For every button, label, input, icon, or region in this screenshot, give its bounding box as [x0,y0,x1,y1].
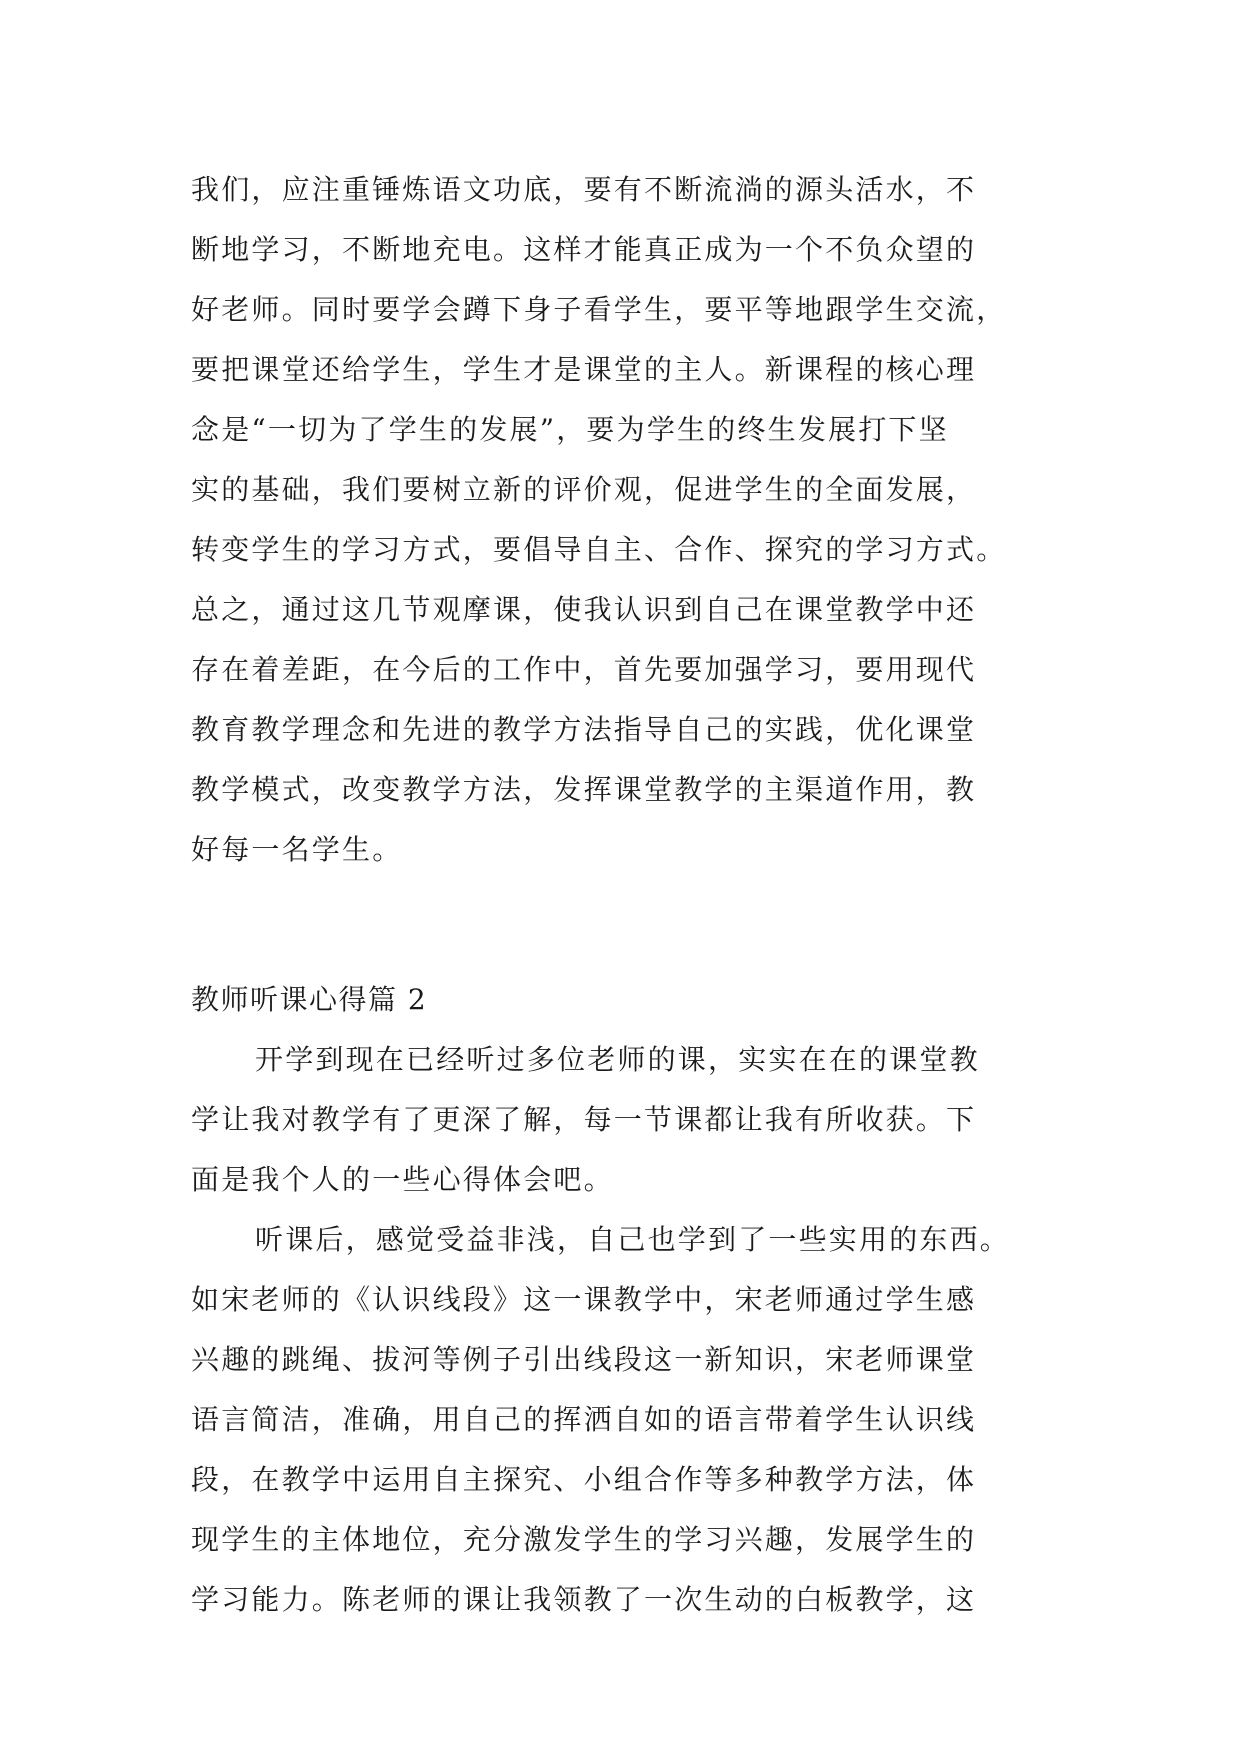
text-line: 面是我个人的一些心得体会吧。 [191,1163,614,1196]
text-line: 段，在教学中运用自主探究、小组合作等多种教学方法，体 [191,1463,977,1496]
text-line: 实的基础，我们要树立新的评价观，促进学生的全面发展， [191,473,977,506]
text-line: 好每一名学生。 [191,833,403,866]
text-line: 开学到现在已经听过多位老师的课，实实在在的课堂教 [255,1043,980,1076]
text-line: 如宋老师的《认识线段》这一课教学中，宋老师通过学生感 [191,1283,977,1316]
paragraph-body [191,1210,1051,1630]
text-line: 要把课堂还给学生，学生才是课堂的主人。新课程的核心理 [191,353,977,386]
text-line: 断地学习，不断地充电。这样才能真正成为一个不负众望的 [191,233,977,266]
text-line: 语言简洁，准确，用自己的挥洒自如的语言带着学生认识线 [191,1403,977,1436]
text-line: 学让我对教学有了更深了解，每一节课都让我有所收获。下 [191,1103,977,1136]
document-body [191,160,1051,1630]
text-line: 现学生的主体地位，充分激发学生的学习兴趣，发展学生的 [191,1523,977,1556]
paragraph-intro [191,1030,1051,1210]
text-line: 听课后，感觉受益非浅，自己也学到了一些实用的东西。 [255,1223,1011,1256]
text-line: 教育教学理念和先进的教学方法指导自己的实践，优化课堂 [191,713,977,746]
section-heading: 教师听课心得篇 2 [191,983,428,1016]
text-line: 兴趣的跳绳、拔河等例子引出线段这一新知识，宋老师课堂 [191,1343,977,1376]
text-line: 存在着差距，在今后的工作中，首先要加强学习，要用现代 [191,653,977,686]
text-line: 我们，应注重锤炼语文功底，要有不断流淌的源头活水，不 [191,173,977,206]
text-line: 总之，通过这几节观摩课，使我认识到自己在课堂教学中还 [191,593,977,626]
text-line: 教学模式，改变教学方法，发挥课堂教学的主渠道作用，教 [191,773,977,806]
text-line: 好老师。同时要学会蹲下身子看学生，要平等地跟学生交流， [191,293,1007,326]
text-line: 念是“一切为了学生的发展”，要为学生的终生发展打下坚 [191,413,949,446]
text-line: 转变学生的学习方式，要倡导自主、合作、探究的学习方式。 [191,533,1007,566]
text-line: 学习能力。陈老师的课让我领教了一次生动的白板教学，这 [191,1583,977,1616]
section-gap [191,880,1051,970]
paragraph-continued [191,160,1051,880]
